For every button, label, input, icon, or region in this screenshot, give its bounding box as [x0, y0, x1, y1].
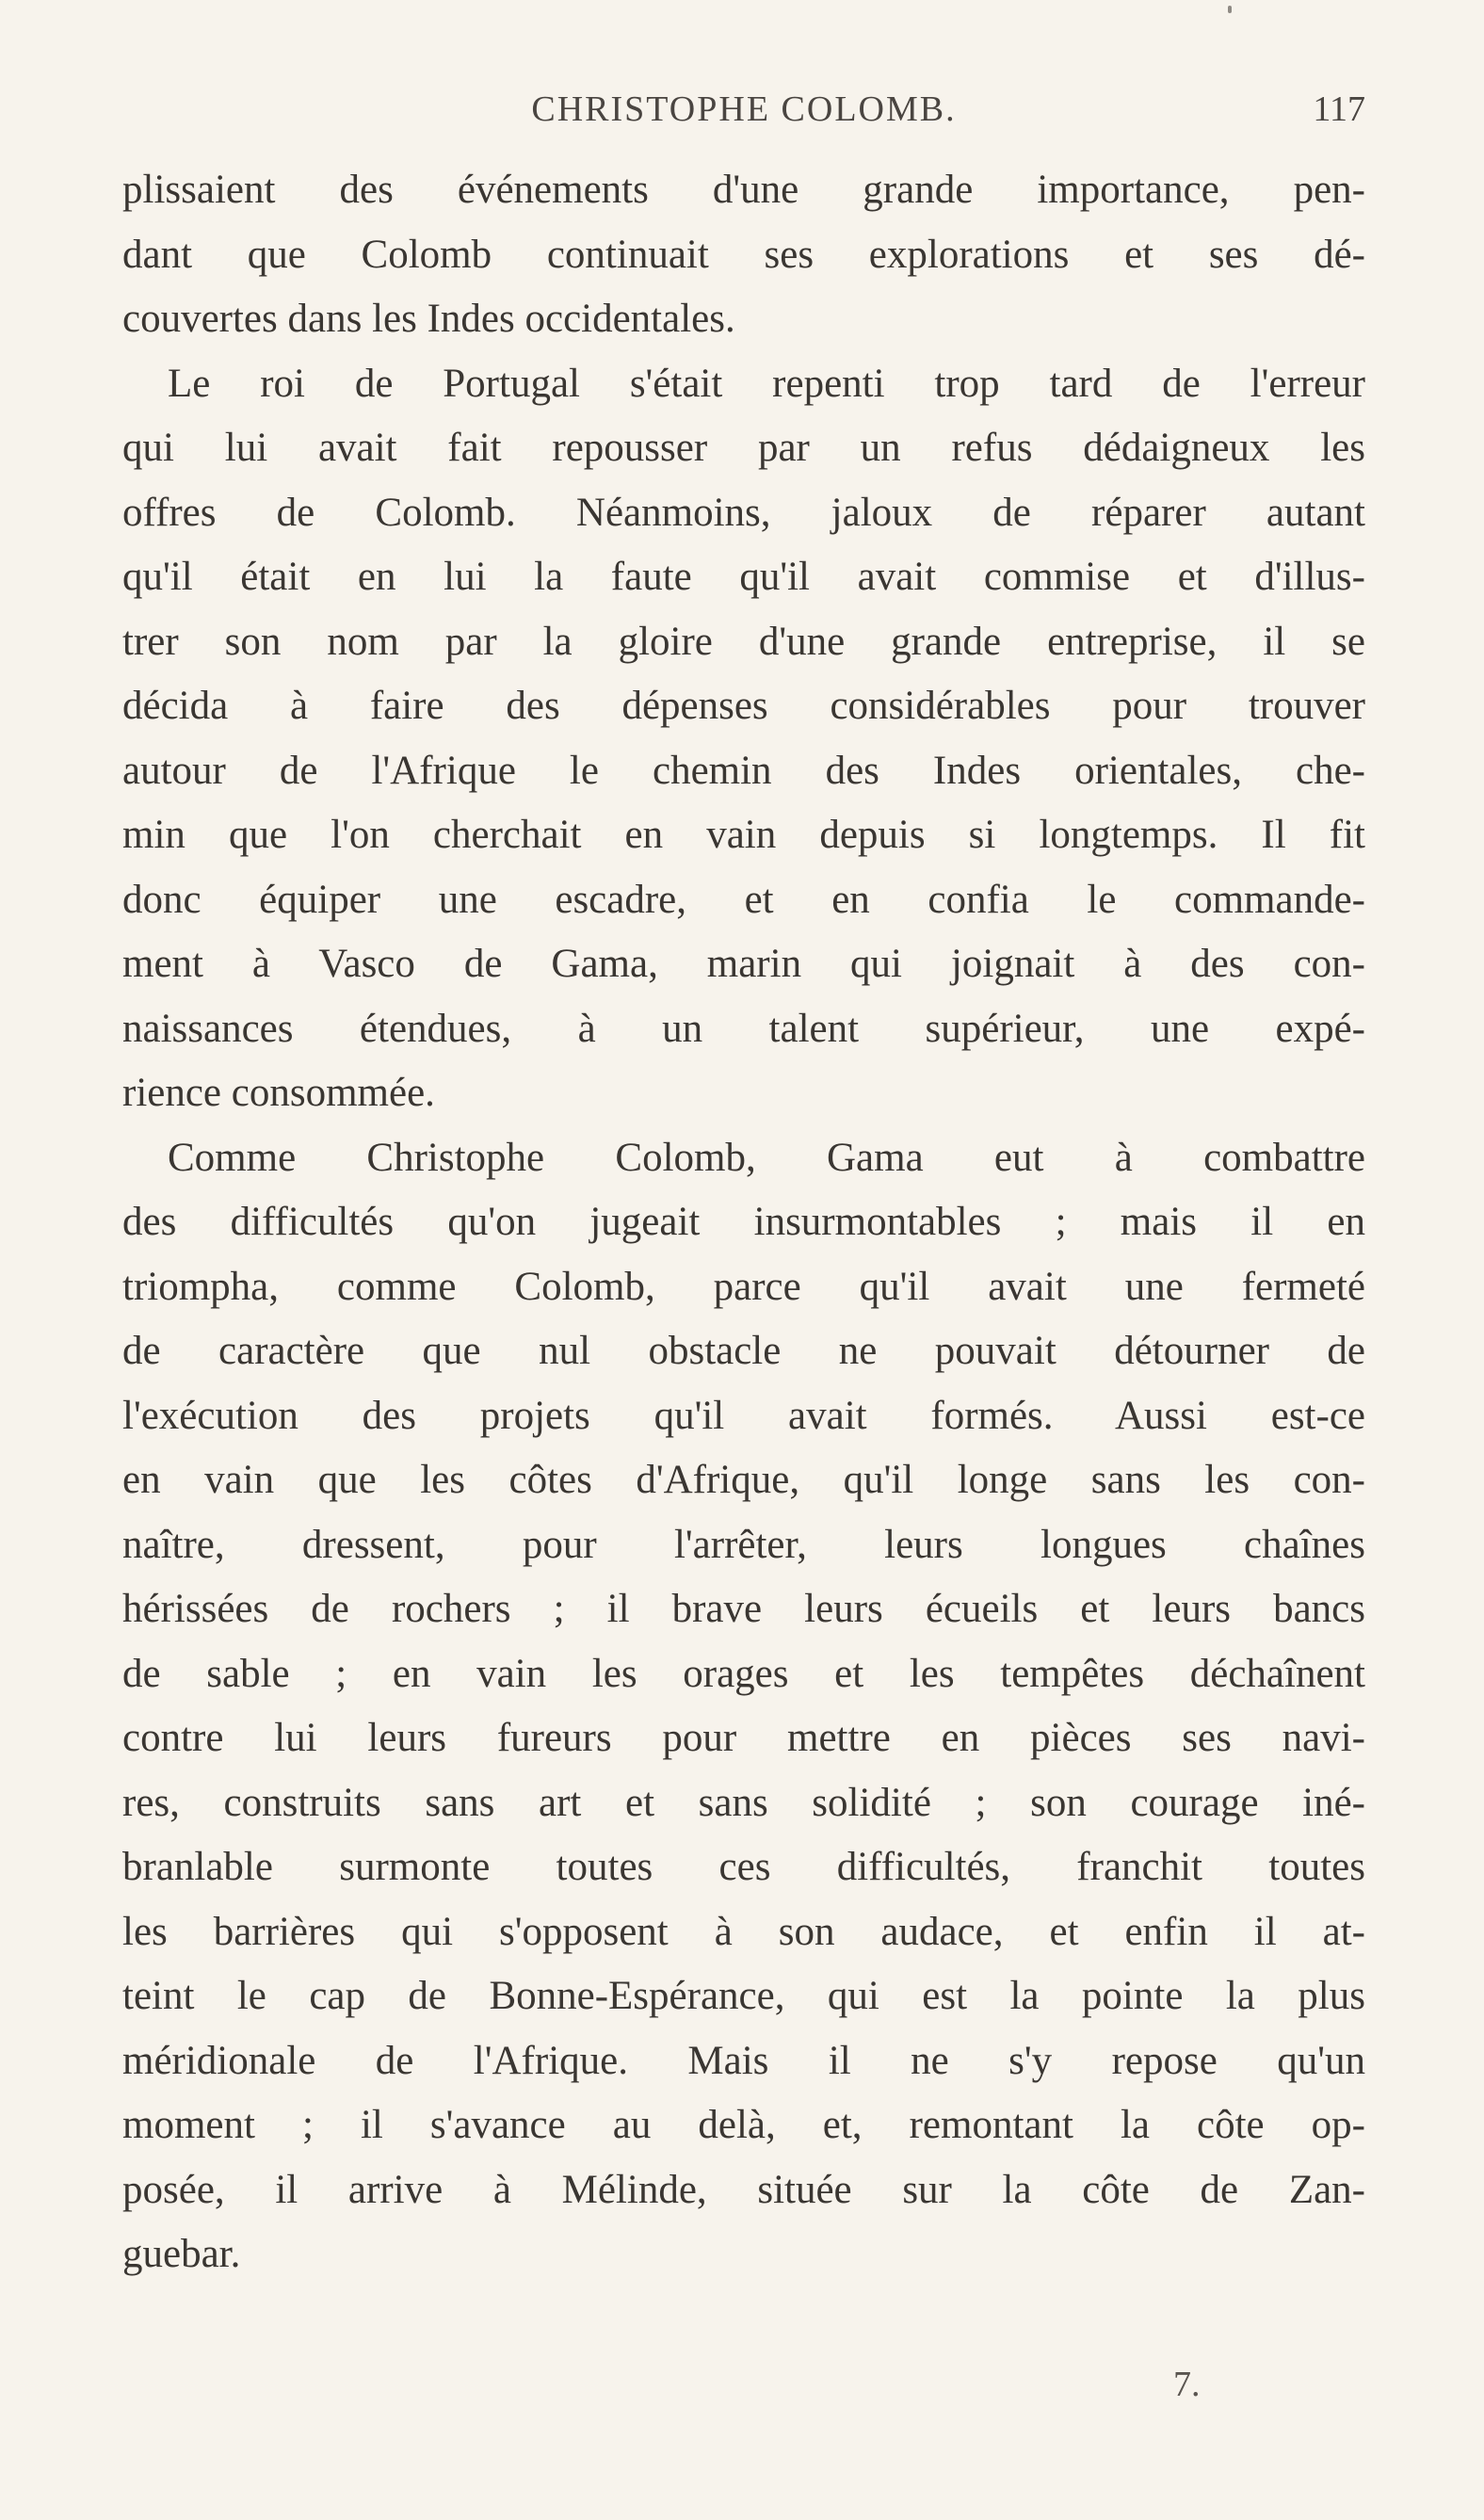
page-header: [122, 83, 1365, 139]
text-line: ment à Vasco de Gama, marin qui joignait à des con-: [122, 942, 1365, 986]
text-line: teint le cap de Bonne-Espérance, qui est la pointe la plus: [122, 1974, 1365, 2018]
text-line: méridionale de l'Afrique. Mais il ne s'y repose qu'un: [122, 2038, 1365, 2083]
text-line: triompha, comme Colomb, parce qu'il avait une fermeté: [122, 1264, 1365, 1309]
text-line: dant que Colomb continuait ses explorations et ses dé-: [122, 232, 1365, 277]
text-line: décida à faire des dépenses considérables pour trouver: [122, 684, 1365, 728]
text-line: trer son nom par la gloire d'une grande entreprise, il se: [122, 619, 1365, 664]
ink-speck: [1228, 6, 1232, 13]
text-line: donc équiper une escadre, et en confia le commande-: [122, 877, 1365, 922]
text-line: guebar.: [122, 2232, 241, 2276]
page-number: 117: [1313, 89, 1365, 129]
text-line: rience consommée.: [122, 1071, 435, 1115]
text-line: branlable surmonte toutes ces difficultés, franchit toutes: [122, 1845, 1365, 1889]
signature-mark: 7.: [1173, 2365, 1201, 2404]
text-line: autour de l'Afrique le chemin des Indes orientales, che-: [122, 748, 1365, 793]
text-line: des difficultés qu'on jugeait insurmontables ; mais il en: [122, 1200, 1365, 1244]
text-line: en vain que les côtes d'Afrique, qu'il longe sans les con-: [122, 1458, 1365, 1502]
text-line: l'exécution des projets qu'il avait formés. Aussi est-ce: [122, 1393, 1365, 1438]
text-line: de caractère que nul obstacle ne pouvait détourner de: [122, 1329, 1365, 1373]
text-line: les barrières qui s'opposent à son audace, et enfin il at-: [122, 1909, 1365, 1954]
text-line: couvertes dans les Indes occidentales.: [122, 297, 735, 341]
text-line: offres de Colomb. Néanmoins, jaloux de réparer autant: [122, 490, 1365, 535]
text-line: de sable ; en vain les orages et les tempêtes déchaînent: [122, 1651, 1365, 1696]
text-line: qui lui avait fait repousser par un refus dédaigneux les: [122, 426, 1365, 470]
running-title: CHRISTOPHE COLOMB.: [531, 89, 957, 129]
text-line: qu'il était en lui la faute qu'il avait commise et d'illus-: [122, 555, 1365, 599]
text-line: min que l'on cherchait en vain depuis si longtemps. Il fit: [122, 813, 1365, 857]
text-line: plissaient des événements d'une grande importance, pen-: [122, 168, 1365, 212]
body-text: [122, 158, 1365, 2287]
text-line: naissances étendues, à un talent supérieur, une expé-: [122, 1006, 1365, 1051]
text-line: naître, dressent, pour l'arrêter, leurs longues chaînes: [122, 1522, 1365, 1567]
text-line: contre lui leurs fureurs pour mettre en pièces ses navi-: [122, 1716, 1365, 1760]
text-line: Comme Christophe Colomb, Gama eut à combattre: [168, 1135, 1365, 1180]
text-line: res, construits sans art et sans solidité ; son courage iné-: [122, 1780, 1365, 1825]
text-line: posée, il arrive à Mélinde, située sur la côte de Zan-: [122, 2167, 1365, 2212]
text-line: Le roi de Portugal s'était repenti trop tard de l'erreur: [168, 361, 1365, 406]
text-line: hérissées de rochers ; il brave leurs écueils et leurs bancs: [122, 1587, 1365, 1631]
text-line: moment ; il s'avance au delà, et, remontant la côte op-: [122, 2103, 1365, 2147]
